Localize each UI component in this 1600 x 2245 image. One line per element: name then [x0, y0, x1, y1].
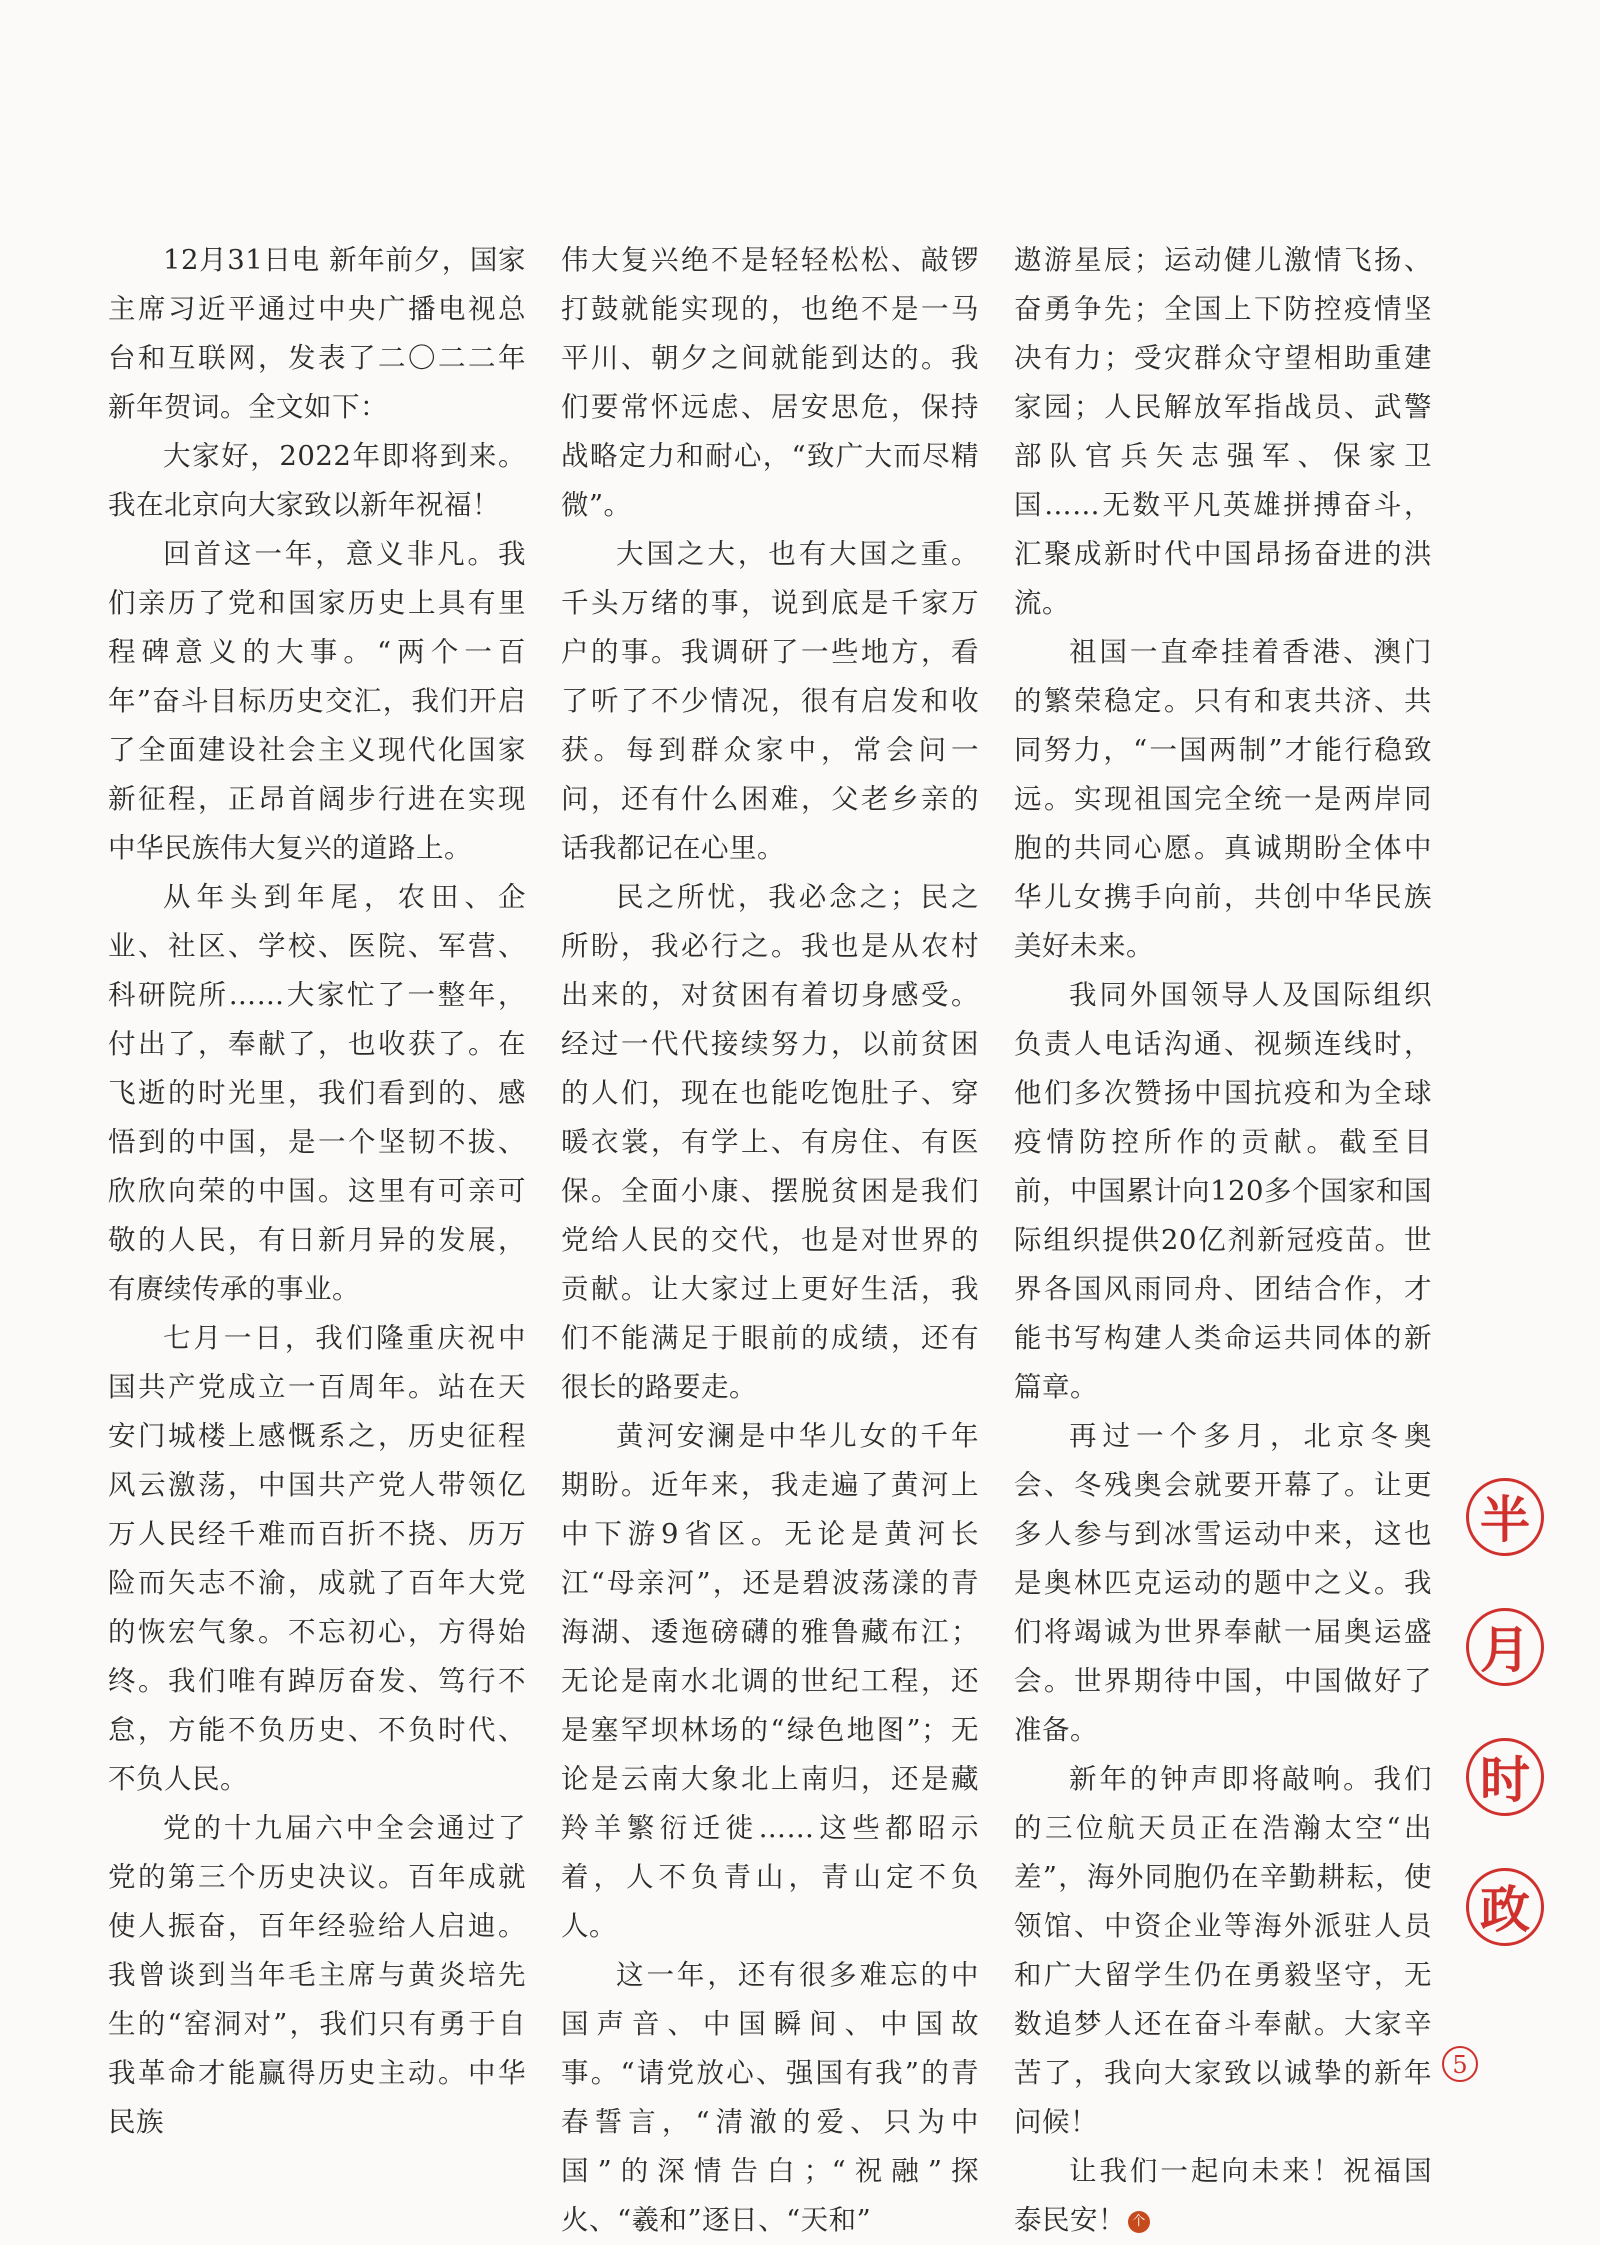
- closing-text: 让我们一起向未来！祝福国泰民安！: [1014, 2155, 1432, 2236]
- paragraph-final: [1014, 2147, 1432, 2245]
- paragraph: 七月一日，我们隆重庆祝中国共产党成立一百周年。站在天安门城楼上感慨系之，历史征程风云激荡，中国共产党人带领亿万人民经千难而百折不挠、历万险而矢志不渝，成就了百年大党的恢宏气象。不忘初心，方得始终。我们唯有踔厉奋发、笃行不怠，方能不负历史、不负时代、不负人民。: [108, 1322, 526, 1795]
- article-column-3: [1014, 236, 1432, 2245]
- article-column-1: [108, 236, 526, 2147]
- paragraph: 12月31日电 新年前夕，国家主席习近平通过中央广播电视总台和互联网，发表了二〇二二年新年贺词。全文如下：: [108, 244, 526, 423]
- paragraph: 伟大复兴绝不是轻轻松松、敲锣打鼓就能实现的，也绝不是一马平川、朝夕之间就能到达的。我们要常怀远虑、居安思危，保持战略定力和耐心，“致广大而尽精微”。: [561, 244, 979, 521]
- paragraph: 这一年，还有很多难忘的中国声音、中国瞬间、中国故事。“请党放心、强国有我”的青春誓言，“清澈的爱、只为中国”的深情告白；“祝融”探火、“羲和”逐日、“天和”: [561, 1959, 979, 2236]
- section-title-char: 月: [1466, 1608, 1544, 1686]
- paragraph: 再过一个多月，北京冬奥会、冬残奥会就要开幕了。让更多人参与到冰雪运动中来，这也是奥林匹克运动的题中之义。我们将竭诚为世界奉献一届奥运盛会。世界期待中国，中国做好了准备。: [1014, 1420, 1432, 1746]
- paragraph: 黄河安澜是中华儿女的千年期盼。近年来，我走遍了黄河上中下游9省区。无论是黄河长江“母亲河”，还是碧波荡漾的青海湖、逶迤磅礴的雅鲁藏布江；无论是南水北调的世纪工程，还是塞罕坝林场的“绿色地图”；无论是云南大象北上南归，还是藏羚羊繁衍迁徙……这些都昭示着，人不负青山，青山定不负人。: [561, 1420, 979, 1942]
- section-title-char: 时: [1466, 1738, 1544, 1816]
- paragraph: 新年的钟声即将敲响。我们的三位航天员正在浩瀚太空“出差”，海外同胞仍在辛勤耕耘，使领馆、中资企业等海外派驻人员和广大留学生仍在勇毅坚守，无数追梦人还在奋斗奉献。大家辛苦了，我向大家致以诚挚的新年问候！: [1014, 1763, 1432, 2138]
- paragraph: 我同外国领导人及国际组织负责人电话沟通、视频连线时，他们多次赞扬中国抗疫和为全球疫情防控所作的贡献。截至目前，中国累计向120多个国家和国际组织提供20亿剂新冠疫苗。世界各国风雨同舟、团结合作，才能书写构建人类命运共同体的新篇章。: [1014, 979, 1432, 1403]
- paragraph: 祖国一直牵挂着香港、澳门的繁荣稳定。只有和衷共济、共同努力，“一国两制”才能行稳致远。实现祖国完全统一是两岸同胞的共同心愿。真诚期盼全体中华儿女携手向前，共创中华民族美好未来。: [1014, 636, 1432, 962]
- article-column-2: [561, 236, 979, 2245]
- paragraph: 党的十九届六中全会通过了党的第三个历史决议。百年成就使人振奋，百年经验给人启迪。我曾谈到当年毛主席与黄炎培先生的“窑洞对”，我们只有勇于自我革命才能赢得历史主动。中华民族: [108, 1812, 526, 2138]
- paragraph: 大家好，2022年即将到来。我在北京向大家致以新年祝福！: [108, 440, 526, 521]
- end-mark-icon: 个: [1128, 2211, 1150, 2233]
- paragraph: 回首这一年，意义非凡。我们亲历了党和国家历史上具有里程碑意义的大事。“两个一百年”奋斗目标历史交汇，我们开启了全面建设社会主义现代化国家新征程，正昂首阔步行进在实现中华民族伟大复兴的道路上。: [108, 538, 526, 864]
- paragraph: 大国之大，也有大国之重。千头万绪的事，说到底是千家万户的事。我调研了一些地方，看了听了不少情况，很有启发和收获。每到群众家中，常会问一问，还有什么困难，父老乡亲的话我都记在心里。: [561, 538, 979, 864]
- page-number: 5: [1442, 2046, 1478, 2082]
- section-title-char: 半: [1466, 1478, 1544, 1556]
- paragraph: 从年头到年尾，农田、企业、社区、学校、医院、军营、科研院所……大家忙了一整年，付出了，奉献了，也收获了。在飞逝的时光里，我们看到的、感悟到的中国，是一个坚韧不拔、欣欣向荣的中国。这里有可亲可敬的人民，有日新月异的发展，有赓续传承的事业。: [108, 881, 526, 1305]
- section-title-char: 政: [1466, 1868, 1544, 1946]
- paragraph: 民之所忧，我必念之；民之所盼，我必行之。我也是从农村出来的，对贫困有着切身感受。经过一代代接续努力，以前贫困的人们，现在也能吃饱肚子、穿暖衣裳，有学上、有房住、有医保。全面小康、摆脱贫困是我们党给人民的交代，也是对世界的贡献。让大家过上更好生活，我们不能满足于眼前的成绩，还有很长的路要走。: [561, 881, 979, 1403]
- paragraph: 遨游星辰；运动健儿激情飞扬、奋勇争先；全国上下防控疫情坚决有力；受灾群众守望相助重建家园；人民解放军指战员、武警部队官兵矢志强军、保家卫国……无数平凡英雄拼搏奋斗，汇聚成新时代中国昂扬奋进的洪流。: [1014, 244, 1432, 619]
- section-title: [1458, 1478, 1552, 1998]
